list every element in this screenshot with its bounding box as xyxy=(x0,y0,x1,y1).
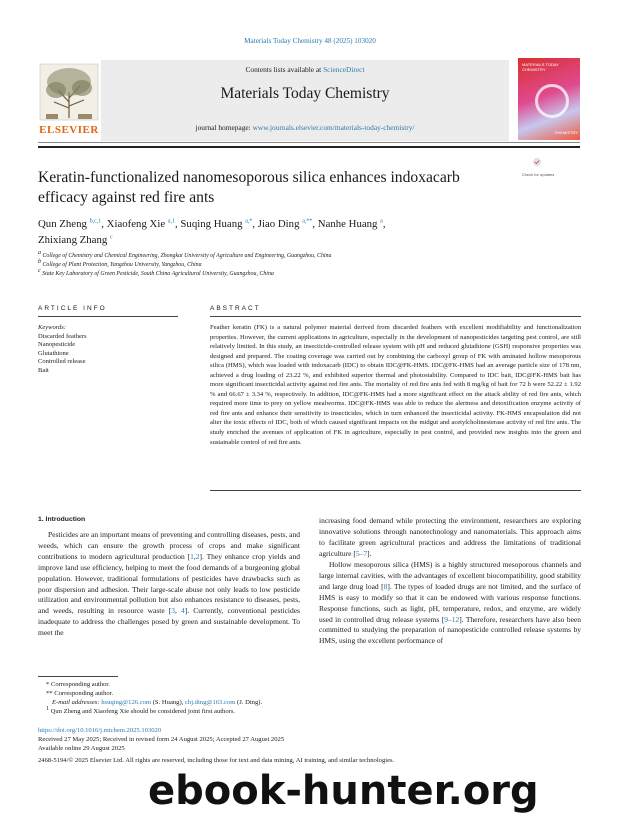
author[interactable]: Nanhe Huang $^a$ xyxy=(317,218,383,230)
available-online: Available online 29 August 2025 xyxy=(38,745,125,752)
header-rule-thin xyxy=(38,142,580,143)
email-link[interactable]: chj.ding@163.com xyxy=(184,699,236,706)
header-rule xyxy=(38,146,580,148)
contents-prefix: Contents lists available at xyxy=(245,65,324,74)
journal-reference[interactable]: Materials Today Chemistry 48 (2025) 103020 xyxy=(244,37,376,45)
affiliation: $^a$ College of Chemistry and Chemical Engineering, Zhongkai University of Agriculture and Engineering, Guangzhou, China xyxy=(38,250,332,259)
footnote-rule xyxy=(38,676,118,677)
footnote-corresponding-2: ** Corresponding author. xyxy=(46,690,114,697)
citation-link[interactable]: 5–7 xyxy=(355,548,368,558)
affiliation: $^b$ College of Plant Protection, Yangzhou University, Yangzhou, China xyxy=(38,259,202,268)
citation-link[interactable]: 8 xyxy=(383,581,388,591)
author[interactable]: Qun Zheng $^{b,c,1}$ xyxy=(38,218,102,230)
keyword[interactable]: Glutathione xyxy=(38,349,69,357)
keywords-label: Keywords: xyxy=(38,324,66,331)
cover-label: CHEMISTRY xyxy=(554,130,578,135)
section-heading-introduction: 1. Introduction xyxy=(38,516,86,523)
homepage-link[interactable]: www.journals.elsevier.com/materials-today-chemistry/ xyxy=(252,123,415,132)
copyright-line: 2468-5194/© 2025 Elsevier Ltd. All rights are reserved, including those for text and data mining, AI training, and similar technologies. xyxy=(38,757,395,764)
cover-ring-graphic xyxy=(535,84,569,118)
footnote-emails: E-mail addresses: hsuqing@126.com (S. Huang), chj.ding@163.com (J. Ding). xyxy=(52,699,263,706)
keyword[interactable]: Controlled release xyxy=(38,358,86,366)
article-info-heading: ARTICLE INFO xyxy=(38,305,107,312)
abstract-rule xyxy=(210,316,581,317)
author[interactable]: Suqing Huang $^{a,*}$ xyxy=(180,218,253,230)
article-info-rule xyxy=(38,316,178,317)
citation-link[interactable]: 1 xyxy=(190,551,194,561)
received-dates: Received 27 May 2025; Received in revised form 24 August 2025; Accepted 27 August 2025 xyxy=(38,736,285,743)
intro-paragraph-1: Pesticides are an important means of preventing and controlling diseases, pests, and weeds, which can ensure the growth process of crops and make significant contributions to modern agricultural production [1,2]. They enhance crop yields and improve land use efficiency, helping to meet the food demands of a burgeoning global population. However, traditional formulations of pesticides have drawbacks such as poor dispersion and adhesion. Their large-scale abuse not only leads to low pesticide utilization and environmental pollution but also enhances resistance to diseases, pests, and weeds, resulting in resource waste [3, 4]. Currently, conventional pesticides inadequate to address the challenges posed by green and sustainable development. To meet the xyxy=(38,530,300,638)
keyword[interactable]: Nanopesticide xyxy=(38,341,76,349)
affiliation: $^c$ State Key Laboratory of Green Pesticide, South China Agricultural University, Guangzhou, China xyxy=(38,268,274,277)
contents-line xyxy=(101,65,509,74)
author-list: Qun Zheng $^{b,c,1}$, Xiaofeng Xie $^{a,1}$, Suqing Huang $^{a,*}$, Jiao Ding $^{a,**}$, Nanhe Huang $^a$, Zhixiang Zhang $^c$ xyxy=(38,218,386,246)
author[interactable]: Xiaofeng Xie $^{a,1}$ xyxy=(106,218,176,230)
doi-link[interactable]: https://doi.org/10.1016/j.mtchem.2025.103020 xyxy=(38,727,162,734)
watermark: ebook-hunter.org xyxy=(148,768,539,814)
footnote-joint-authors: $^1$ Qun Zheng and Xiaofeng Xie should be considered joint first authors. xyxy=(46,705,236,715)
homepage-line xyxy=(101,123,509,132)
sciencedirect-link[interactable]: ScienceDirect xyxy=(323,65,365,74)
article-title: Keratin-functionalized nanomesoporous silica enhances indoxacarb efficacy against red fire ants xyxy=(38,169,460,206)
citation-link[interactable]: 2 xyxy=(195,551,200,561)
keyword[interactable]: Bait xyxy=(38,366,49,374)
check-for-updates-label[interactable]: Check for updates xyxy=(521,172,555,177)
abstract-text: Feather keratin (FK) is a natural polymer material derived from discarded feathers with excellent modifiability and functionalization properties. However, the current applications in agriculture, especially in the development of nanopesticides targeting pest control, are still relatively limited. In this study, an insecticide-controlled release system with pH and reduced glutathione (GSH) responsive properties was designed and prepared. The coating coverage was carried out by combining the carboxyl group of FK with aminated hollow mesoporous silica (HMS), which was loaded with indoxacarb (IDC) to obtain IDC@FK-HMS. IDC@FK-HMS had an average particle size of 178 nm, achieved a drug loading of 23.22 %, and exhibited superior thermal and photostability. Compared to IDC bait, IDC@FK-HMS bait has more significant insecticidal activity against red fire ants. The mortality of red fire ants fed with 8 mg/kg of bait for 72 h were 52.22 ± 1.92 % and 66.67 ± 3.34 %, respectively. In addition, IDC@FK-HMS had a more significant effect on the attack ability of red fire ants, which required more time to prey on yellow mealworms. IDC@FK-HMS was able to reduce the alertness and detoxification enzyme activity of red fire ants and enhance their sensitivity to insecticides, which in turn enhanced the insecticidal activity. FK-HMS encapsulation did not alter the toxic effects of IDC, both of which caused significant impacts on the midgut and acetylcholinesterase activity of red fire ants. The study enriched the avenues of application of FK in agriculture, especially in pest control, and provided new insights into the green and sustainable control of red fire ants. xyxy=(210,324,581,446)
elsevier-wordmark: ELSEVIER xyxy=(39,124,99,136)
author[interactable]: Jiao Ding $^{a,**}$ xyxy=(257,218,313,230)
cover-title: MATERIALS TODAY CHEMISTRY xyxy=(522,62,559,72)
intro-paragraph-1-cont: increasing food demand while protecting the environment, researchers are exploring innovative solutions through nanotechnology and nanomaterials. This approach aims to facilitate green agricultural practices and address the limitations of traditional agriculture [5–7]. xyxy=(319,516,581,558)
keyword[interactable]: Discarded feathers xyxy=(38,333,87,340)
author[interactable]: Zhixiang Zhang $^c$ xyxy=(38,234,113,246)
citation-link[interactable]: 3 xyxy=(171,606,176,616)
citation-link[interactable]: 4 xyxy=(181,606,185,616)
intro-paragraph-2: Hollow mesoporous silica (HMS) is a highly structured mesoporous channels and large internal cavities, with the advantages of excellent biocompatibility, good stability and large drug load [8]. The types of loaded drugs are not limited, and the surface of HMS is easy to modify so that it can be endowed with various response functions. Response functions, such as light, pH, temperature, redox, and enzyme, are widely used in controlled drug release systems [9–12]. Therefore, researchers have also been committed to studying the preparation of nanopesticide controlled release systems by HMS, using the excellent performance of xyxy=(319,560,582,646)
abstract-end-rule xyxy=(210,490,581,491)
homepage-prefix: journal homepage: xyxy=(195,123,253,132)
footnote-corresponding-1: * Corresponding author. xyxy=(46,681,110,688)
abstract-heading: ABSTRACT xyxy=(210,305,261,312)
citation-link[interactable]: 9–12 xyxy=(444,614,460,624)
email-link[interactable]: hsuqing@126.com xyxy=(101,699,152,706)
journal-name: Materials Today Chemistry xyxy=(220,85,390,102)
